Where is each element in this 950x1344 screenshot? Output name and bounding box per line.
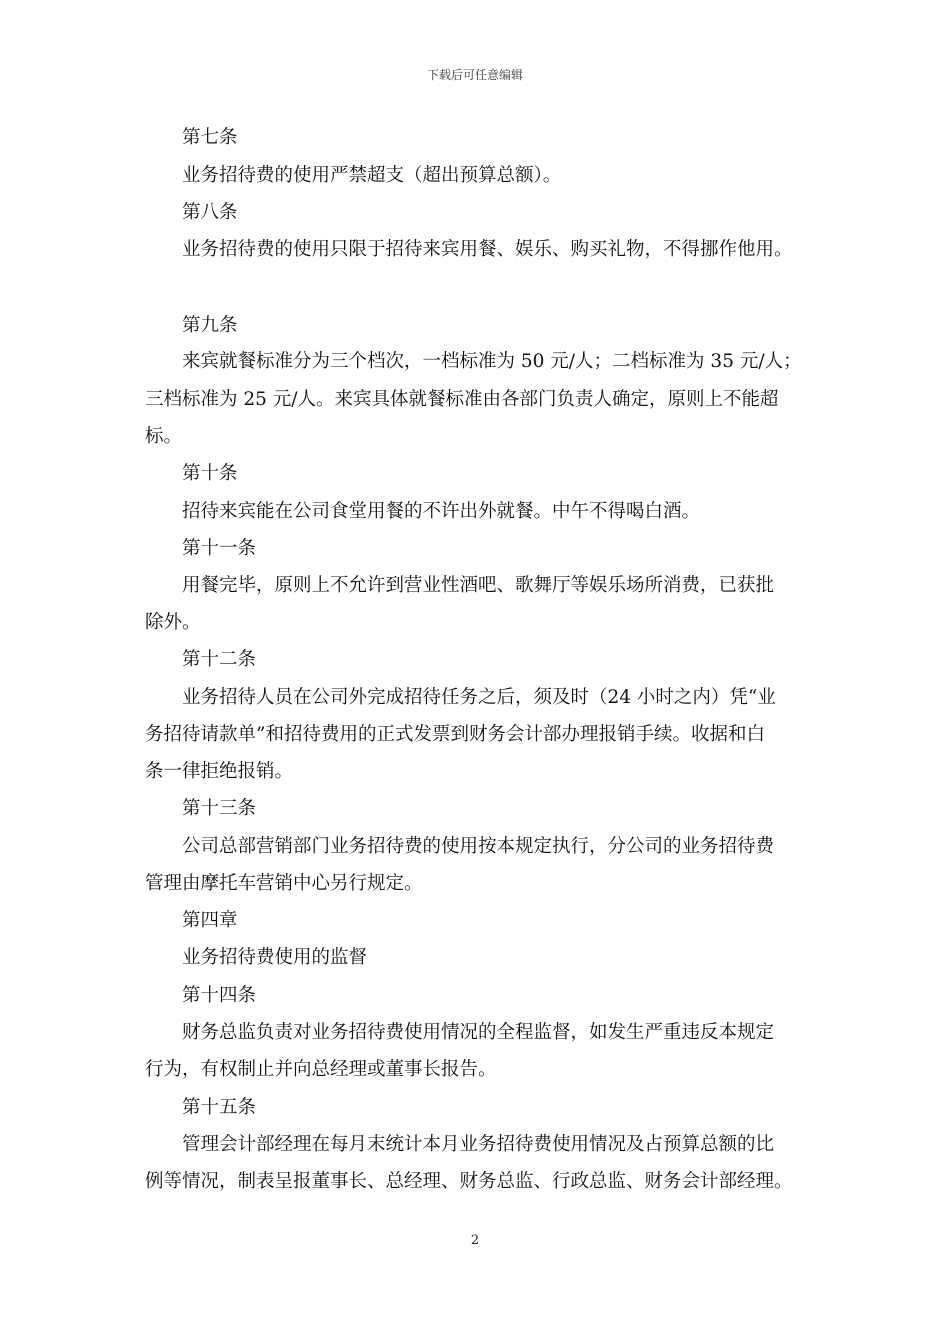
chapter-4-subtitle: 业务招待费使用的监督: [182, 947, 368, 968]
article-14-title: 第十四条: [182, 985, 257, 1006]
article-9-line-1: 来宾就餐标准分为三个档次，一档标准为 50 元/人；二档标准为 35 元/人；: [182, 351, 802, 372]
article-8-title: 第八条: [182, 202, 238, 223]
article-13-title: 第十三条: [182, 798, 257, 819]
article-10-text: 招待来宾能在公司食堂用餐的不许出外就餐。中午不得喝白酒。: [182, 501, 701, 522]
article-11-line-1: 用餐完毕，原则上不允许到营业性酒吧、歌舞厅等娱乐场所消费，已获批: [182, 575, 775, 596]
article-9-line-2: 三档标准为 25 元/人。来宾具体就餐标准由各部门负责人确定，原则上不能超: [145, 389, 779, 410]
article-12-title: 第十二条: [182, 649, 257, 670]
article-13-line-2: 管理由摩托车营销中心另行规定。: [145, 873, 423, 894]
article-9-title: 第九条: [182, 315, 238, 336]
article-7-text: 业务招待费的使用严禁超支（超出预算总额）。: [182, 165, 562, 186]
article-13-line-1: 公司总部营销部门业务招待费的使用按本规定执行，分公司的业务招待费: [182, 836, 775, 857]
article-12-line-1: 业务招待人员在公司外完成招待任务之后，须及时（24 小时之内）凭“业: [182, 687, 776, 708]
chapter-4-title: 第四章: [182, 910, 238, 931]
article-9-line-3: 标。: [145, 426, 183, 447]
article-11-line-2: 除外。: [145, 612, 201, 633]
header-note: 下载后可任意编辑: [426, 68, 523, 82]
article-12-line-2: 务招待请款单”和招待费用的正式发票到财务会计部办理报销手续。收据和白: [145, 724, 765, 745]
article-15-line-1: 管理会计部经理在每月末统计本月业务招待费使用情况及占预算总额的比: [182, 1134, 775, 1155]
article-12-line-3: 条一律拒绝报销。: [145, 761, 294, 782]
article-14-line-2: 行为，有权制止并向总经理或董事长报告。: [145, 1059, 497, 1080]
article-15-title: 第十五条: [182, 1097, 257, 1118]
article-10-title: 第十条: [182, 463, 238, 484]
page-number: 2: [470, 1233, 480, 1248]
article-15-line-2: 例等情况，制表呈报董事长、总经理、财务总监、行政总监、财务会计部经理。: [145, 1171, 793, 1192]
article-8-text: 业务招待费的使用只限于招待来宾用餐、娱乐、购买礼物，不得挪作他用。: [182, 239, 793, 260]
article-14-line-1: 财务总监负责对业务招待费使用情况的全程监督，如发生严重违反本规定: [182, 1022, 775, 1043]
article-11-title: 第十一条: [182, 538, 257, 559]
article-7-title: 第七条: [182, 127, 238, 148]
